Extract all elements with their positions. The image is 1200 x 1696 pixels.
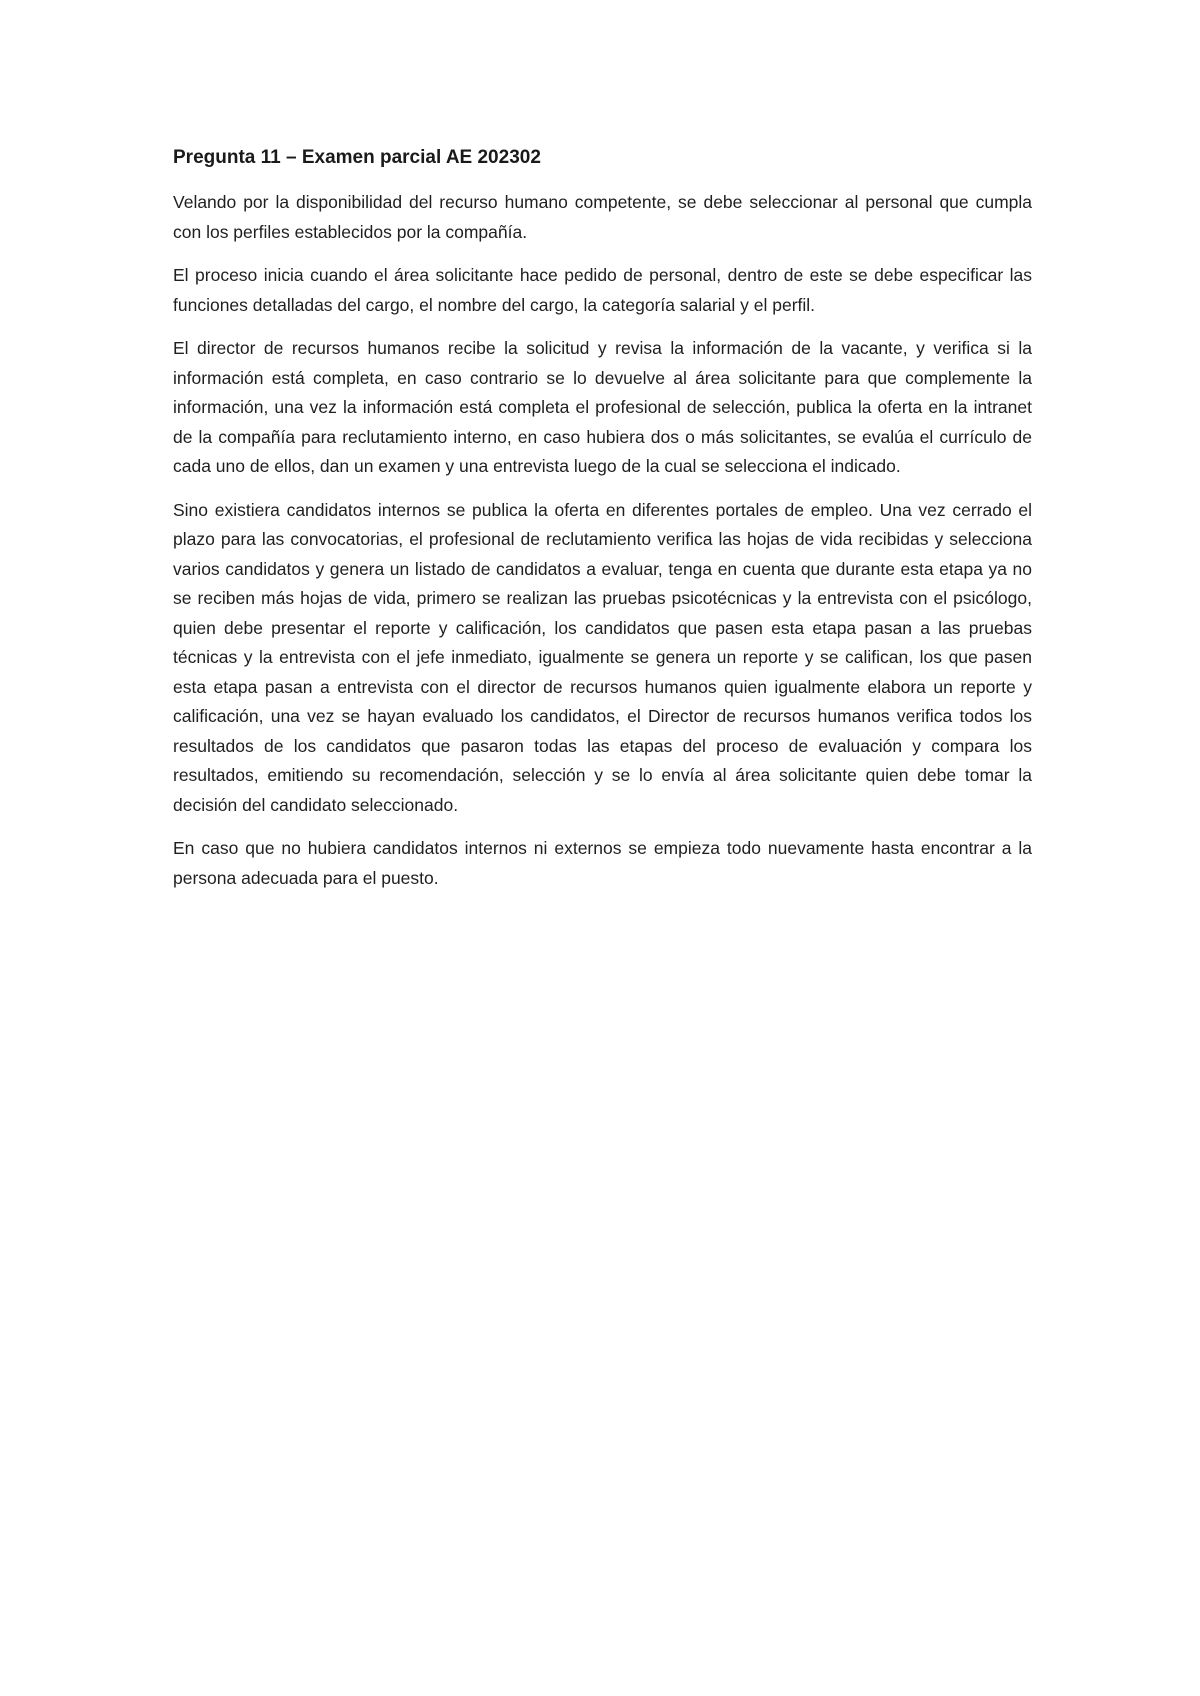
document-title: Pregunta 11 – Examen parcial AE 202302 xyxy=(173,147,541,168)
paragraph-restart: En caso que no hubiera candidatos internos ni externos se empieza todo nuevamente hasta encontrar a la persona adecuada para el puesto. xyxy=(173,838,1032,888)
paragraph-internal-recruitment: El director de recursos humanos recibe la solicitud y revisa la información de la vacante, y verifica si la información está completa, en caso contrario se lo devuelve al área solicitante para que complemente la información, una vez la información está completa el profesional de selección, publica la oferta en la intranet de la compañía para reclutamiento interno, en caso hubiera dos o más solicitantes, se evalúa el currículo de cada uno de ellos, dan un examen y una entrevista luego de la cual se selecciona el indicado. xyxy=(173,338,1032,476)
paragraph-external-recruitment: Sino existiera candidatos internos se publica la oferta en diferentes portales de empleo. Una vez cerrado el plazo para las convocatorias, el profesional de reclutamiento verifica las hojas de vida recibidas y selecciona varios candidatos y genera un listado de candidatos a evaluar, tenga en cuenta que durante esta etapa ya no se reciben más hojas de vida, primero se realizan las pruebas psicotécnicas y la entrevista con el psicólogo, quien debe presentar el reporte y calificación, los candidatos que pasen esta etapa pasan a las pruebas técnicas y la entrevista con el jefe inmediato, igualmente se genera un reporte y se califican, los que pasen esta etapa pasan a entrevista con el director de recursos humanos quien igualmente elabora un reporte y calificación, una vez se hayan evaluado los candidatos, el Director de recursos humanos verifica todos los resultados de los candidatos que pasaron todas las etapas del proceso de evaluación y compara los resultados, emitiendo su recomendación, selección y se lo envía al área solicitante quien debe tomar la decisión del candidato seleccionado. xyxy=(173,499,1032,815)
document-body xyxy=(173,144,1032,907)
paragraph-intro: Velando por la disponibilidad del recurso humano competente, se debe seleccionar al personal que cumpla con los perfiles establecidos por la compañía. xyxy=(173,192,1032,242)
paragraph-process-start: El proceso inicia cuando el área solicitante hace pedido de personal, dentro de este se debe especificar las funciones detalladas del cargo, el nombre del cargo, la categoría salarial y el perfil. xyxy=(173,265,1032,315)
